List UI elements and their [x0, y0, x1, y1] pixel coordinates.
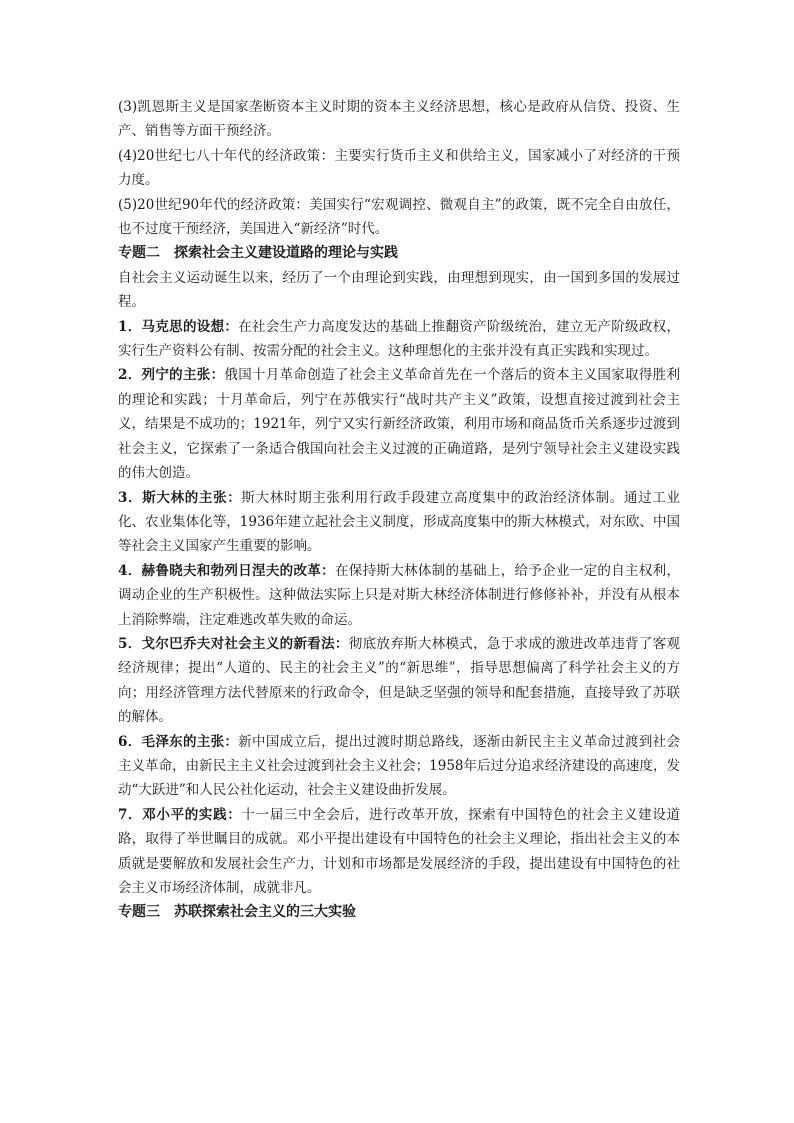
- paragraph-1990s-policy: (5)20世纪90年代的经济政策：美国实行“宏观调控、微观自主”的政策，既不完全自由放任，也不过度干预经济，美国进入“新经济”时代。: [118, 196, 680, 238]
- lead-deng: 7．邓小平的实践：: [118, 806, 242, 823]
- paragraph-lenin: 2．列宁的主张：俄国十月革命创造了社会主义革命首先在一个落后的资本主义国家取得胜利的理论和实践；十月革命后，列宁在苏俄实行“战时共产主义”政策，设想直接过渡到社会主义，结果是不成功的；1921年，列宁又实行新经济政策，利用市场和商品货币关系逐步过渡到社会主义，它探索了一条适合俄国向社会主义过渡的正确道路，是列宁领导社会主义建设实践的伟大创造。: [118, 367, 680, 482]
- section-heading-topic-3: 专题三 苏联探索社会主义的三大实验: [118, 904, 356, 921]
- paragraph-gorbachev: 5．戈尔巴乔夫对社会主义的新看法：彻底放弃斯大林模式，急于求成的激进改革违背了客观经济规律；提出“人道的、民主的社会主义”的“新思维”，指导思想偏离了科学社会主义的方向；用经济管理方法代替原来的行政命令，但是缺乏坚强的领导和配套措施，直接导致了苏联的解体。: [118, 635, 680, 726]
- lead-mao: 6．毛泽东的主张：: [118, 733, 239, 750]
- paragraph-khrushchev-brezhnev: 4．赫鲁晓夫和勃列日涅夫的改革：在保持斯大林体制的基础上，给予企业一定的自主权利，调动企业的生产积极性。这种做法实际上只是对斯大林经济体制进行修修补补，并没有从根本上消除弊端，注定难逃改革失败的命运。: [118, 562, 680, 628]
- lead-khrushchev-brezhnev: 4．赫鲁晓夫和勃列日涅夫的改革：: [118, 562, 335, 579]
- paragraph-mao: 6．毛泽东的主张：新中国成立后，提出过渡时期总路线，逐渐由新民主主义革命过渡到社会主义革命，由新民主主义社会过渡到社会主义社会；1958年后过分追求经济建设的高速度，发动“大跃进”和人民公社化运动，社会主义建设曲折发展。: [118, 733, 680, 799]
- paragraph-marx: 1．马克思的设想：在社会生产力高度发达的基础上推翻资产阶级统治，建立无产阶级政权，实行生产资料公有制、按需分配的社会主义。这种理想化的主张并没有真正实践和实现过。: [118, 318, 680, 360]
- lead-gorbachev: 5．戈尔巴乔夫对社会主义的新看法：: [118, 635, 349, 652]
- lead-lenin: 2．列宁的主张：: [118, 367, 225, 384]
- paragraph-1970s-80s-policy: (4)20世纪七八十年代的经济政策：主要实行货币主义和供给主义，国家减小了对经济的干预力度。: [118, 147, 680, 189]
- lead-marx: 1．马克思的设想：: [118, 318, 239, 335]
- paragraph-intro: 自社会主义运动诞生以来，经历了一个由理论到实践，由理想到现实，由一国到多国的发展过程。: [118, 269, 680, 311]
- paragraph-stalin: 3．斯大林的主张：斯大林时期主张利用行政手段建立高度集中的政治经济体制。通过工业化、农业集体化等，1936年建立起社会主义制度，形成高度集中的斯大林模式，对东欧、中国等社会主义国家产生重要的影响。: [118, 489, 680, 555]
- paragraph-deng: 7．邓小平的实践：十一届三中全会后，进行改革开放，探索有中国特色的社会主义建设道路，取得了举世瞩目的成就。邓小平提出建设有中国特色的社会主义理论，指出社会主义的本质就是要解放和发展社会生产力，计划和市场都是发展经济的手段，提出建设有中国特色的社会主义市场经济体制，成就非凡。: [118, 806, 680, 896]
- section-heading-topic-2: 专题二 探索社会主义建设道路的理论与实践: [118, 245, 398, 262]
- lead-stalin: 3．斯大林的主张：: [118, 489, 242, 506]
- document-page: [118, 95, 680, 925]
- paragraph-keynesianism: (3)凯恩斯主义是国家垄断资本主义时期的资本主义经济思想，核心是政府从信贷、投资、生产、销售等方面干预经济。: [118, 99, 680, 140]
